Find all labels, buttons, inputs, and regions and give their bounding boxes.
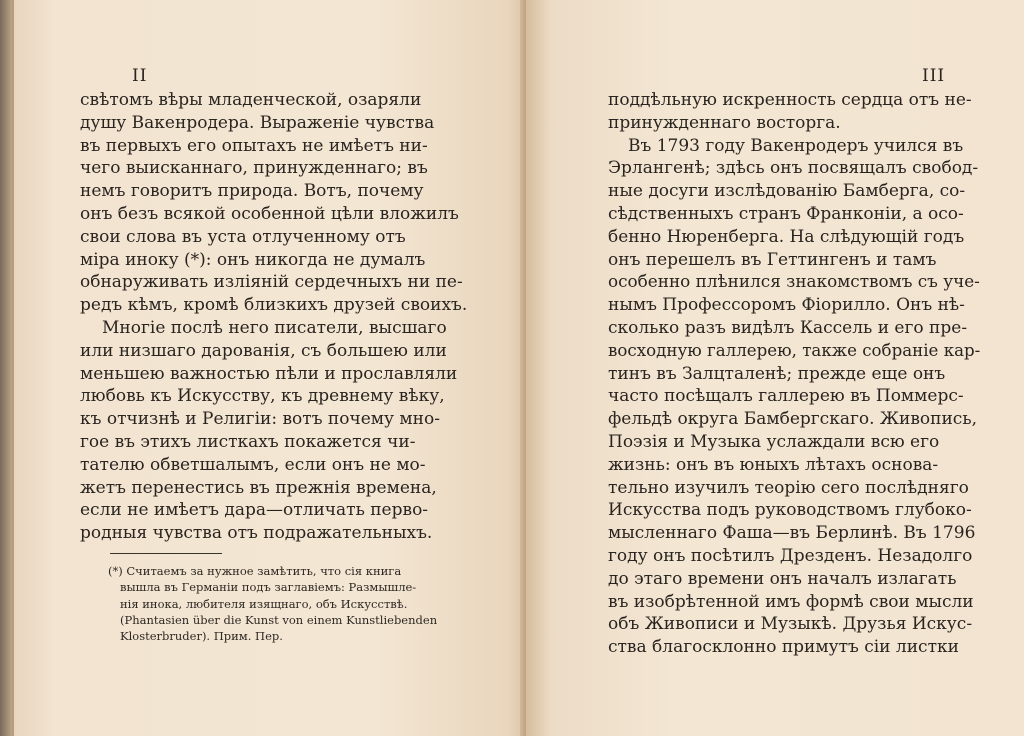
text-line: въ изобрѣтенной имъ формѣ свои мысли <box>608 591 974 612</box>
footnote-line: Klosterbruder). Прим. Пер. <box>120 629 283 644</box>
text-line: чего выисканнаго, принужденнаго; въ <box>80 158 428 179</box>
text-line: фельдѣ округа Бамбергскаго. Живопись, <box>608 409 977 430</box>
text-line: году онъ посѣтилъ Дрезденъ. Незадолго <box>608 546 973 566</box>
text-line: Поэзія и Музыка услаждали всю его <box>608 432 940 452</box>
right-page-number: III <box>922 66 946 86</box>
text-line: бенно Нюренберга. На слѣдующій годъ <box>608 226 965 247</box>
text-line: Искусства подъ руководствомъ глубоко- <box>608 500 972 521</box>
text-line: онъ безъ всякой особенной цѣли вложилъ <box>80 204 459 224</box>
book-edge <box>0 0 12 736</box>
text-line: редъ кѣмъ, кромѣ близкихъ друзей своихъ. <box>80 295 468 316</box>
text-line: гое въ этихъ листкахъ покажется чи- <box>80 432 416 452</box>
right-page <box>526 0 1024 736</box>
text-line: свѣтомъ вѣры младенческой, озаряли <box>80 90 422 110</box>
text-line: сколько разъ видѣлъ Кассель и его пре- <box>608 318 968 338</box>
text-line: немъ говоритъ природа. Вотъ, почему <box>80 181 424 202</box>
footnote-line: (*) Считаемъ за нужное замѣтить, что сія книга <box>108 564 402 578</box>
text-line: Многіе послѣ него писатели, высшаго <box>102 318 447 338</box>
footnote-line: нія инока, любителя изящнаго, объ Искусствѣ. <box>120 596 408 611</box>
text-line: тинъ въ Залцталенѣ; прежде еще онъ <box>608 363 946 384</box>
text-line: если не имѣетъ дара—отличать перво- <box>80 500 429 521</box>
text-line: онъ перешелъ въ Геттингенъ и тамъ <box>608 249 937 270</box>
text-line: особенно плѣнился знакомствомъ съ уче- <box>608 272 980 293</box>
text-line: часто посѣщалъ галлерею въ Поммерс- <box>608 386 964 407</box>
text-line: къ отчизнѣ и Религіи: вотъ почему мно- <box>80 409 440 430</box>
text-line: нымъ Профессоромъ Фіорилло. Онъ нѣ- <box>608 295 965 316</box>
footnote-line: (Phantasien über die Kunst von einem Kunstliebenden <box>120 612 438 627</box>
text-line: въ первыхъ его опытахъ не имѣетъ ни- <box>80 135 428 156</box>
text-line: сѣдственныхъ странъ Франконіи, а осо- <box>608 204 964 224</box>
text-line: тателю обветшалымъ, если онъ не мо- <box>80 454 426 475</box>
text-line: жетъ перенестись въ прежнія времена, <box>80 477 437 498</box>
text-line: любовь къ Искусству, къ древнему вѣку, <box>80 386 445 407</box>
left-page-number: II <box>132 66 148 86</box>
text-line: душу Вакенродера. Выраженіе чувства <box>80 112 435 133</box>
text-line: ные досуги изслѣдованію Бамберга, со- <box>608 181 966 202</box>
left-page <box>12 0 528 736</box>
text-line: поддѣльную искренность сердца отъ не- <box>608 90 972 110</box>
footnote-divider <box>110 553 222 554</box>
text-line: ства благосклонно примутъ сіи листки <box>608 637 959 658</box>
text-line: принужденнаго восторга. <box>608 112 841 133</box>
text-line: родныя чувства отъ подражательныхъ. <box>80 523 433 544</box>
text-line: меньшею важностью пѣли и прославляли <box>80 363 458 384</box>
text-line: до этаго времени онъ началъ излагать <box>608 568 957 589</box>
text-line: жизнь: онъ въ юныхъ лѣтахъ основа- <box>608 454 939 475</box>
text-line: Эрлангенѣ; здѣсь онъ посвящалъ свобод- <box>608 158 979 179</box>
text-line: обнаруживать изліяній сердечныхъ ни пе- <box>80 272 463 293</box>
text-line: свои слова въ уста отлученному отъ <box>80 226 406 247</box>
text-line: міра иноку (*): онъ никогда не думалъ <box>80 249 426 270</box>
footnote-line: вышла въ Германіи подъ заглавіемъ: Размышле- <box>120 580 417 595</box>
text-line: мысленнаго Фаша—въ Берлинѣ. Въ 1796 <box>608 523 976 544</box>
text-line: восходную галлерею, также собраніе кар- <box>608 340 981 361</box>
text-line: объ Живописи и Музыкѣ. Друзья Искус- <box>608 614 973 635</box>
text-line: или низшаго дарованія, съ большею или <box>80 340 447 361</box>
text-line: тельно изучилъ теорію сего послѣдняго <box>608 477 969 498</box>
text-line: Въ 1793 году Вакенродеръ учился въ <box>628 135 964 156</box>
